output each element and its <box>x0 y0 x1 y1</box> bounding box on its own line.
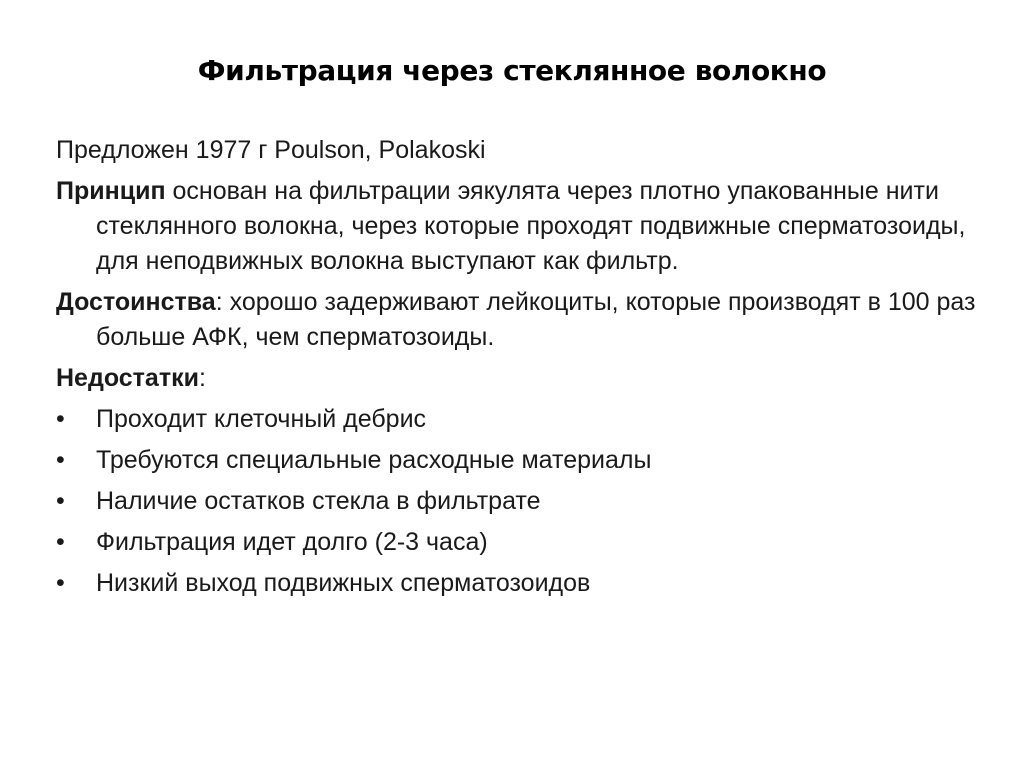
list-item <box>56 566 976 601</box>
principle-text: основан на фильтрации эякулята через плотно упакованные нити стеклянного волокна, через которые проходят подвижные сперматозоиды, для неподвижных волокна выступают как фильтр. <box>96 177 966 275</box>
bullet-icon: • <box>56 487 65 515</box>
bullet-icon: • <box>56 528 65 556</box>
list-item-text: Низкий выход подвижных сперматозоидов <box>96 569 591 597</box>
slide-content <box>56 133 976 607</box>
disadvantages-heading <box>56 361 976 396</box>
list-item-text: Проходит клеточный дебрис <box>96 405 427 433</box>
principle-paragraph <box>56 174 976 279</box>
disadvantages-list <box>56 402 976 601</box>
intro-paragraph: Предложен 1977 г Poulson, Polakoski <box>56 136 486 164</box>
bullet-icon: • <box>56 569 65 597</box>
list-item <box>56 402 976 437</box>
principle-label: Принцип <box>56 177 166 205</box>
list-item-text: Фильтрация идет долго (2-3 часа) <box>96 528 488 556</box>
list-item <box>56 525 976 560</box>
bullet-icon: • <box>56 405 65 433</box>
slide-title: Фильтрация через стеклянное волокно <box>197 54 827 87</box>
advantages-paragraph <box>56 285 976 355</box>
list-item <box>56 443 976 478</box>
list-item <box>56 484 976 519</box>
list-item-text: Наличие остатков стекла в фильтрате <box>96 487 541 515</box>
bullet-icon: • <box>56 446 65 474</box>
list-item-text: Требуются специальные расходные материалы <box>96 446 652 474</box>
advantages-label: Достоинства <box>56 288 216 316</box>
disadvantages-label: Недостатки <box>56 364 199 392</box>
disadvantages-colon: : <box>198 364 206 392</box>
advantages-text: : хорошо задерживают лейкоциты, которые производят в 100 раз больше АФК, чем сперматозоиды. <box>96 288 976 351</box>
